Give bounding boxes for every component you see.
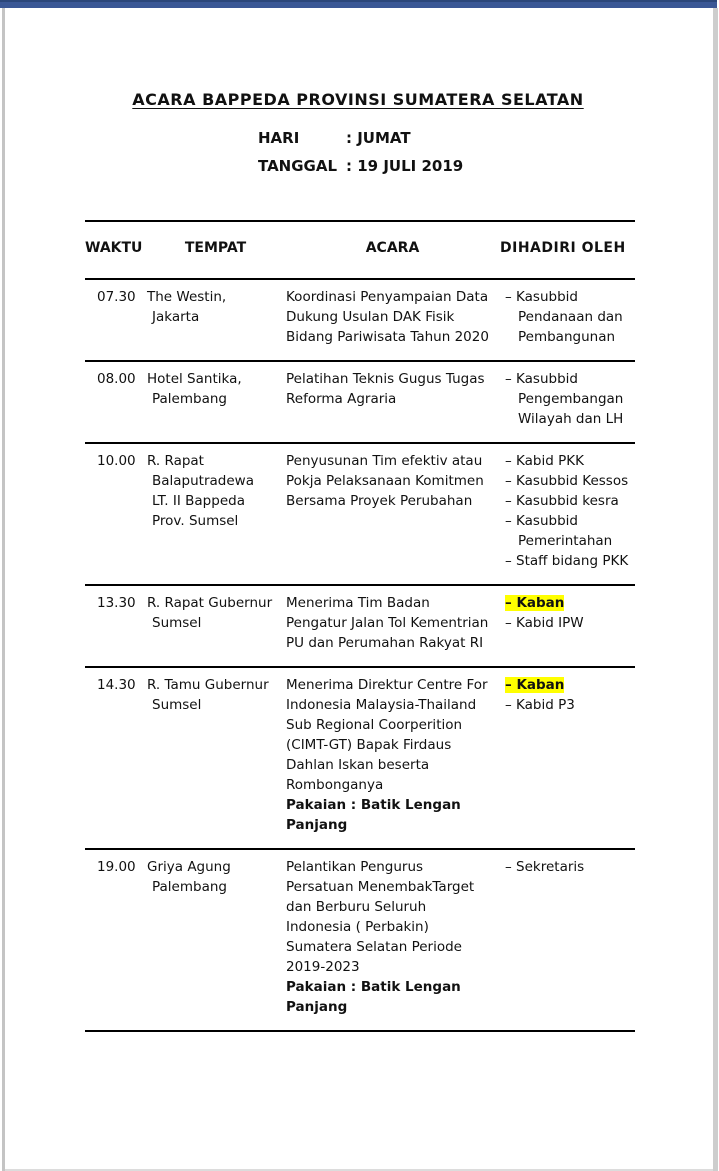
row-agenda: Menerima Tim Badan Pengatur Jalan Tol Kementrian PU dan Perumahan Rakyat RI bbox=[286, 595, 489, 651]
table-row bbox=[85, 279, 635, 361]
row-place: R. Tamu Gubernur Sumsel bbox=[147, 677, 269, 713]
col-header-acara: ACARA bbox=[365, 240, 420, 256]
table-row bbox=[85, 849, 635, 1031]
row-place: Hotel Santika, Palembang bbox=[147, 371, 242, 407]
date-value: : 19 JULI 2019 bbox=[346, 157, 464, 175]
row-place: Griya Agung Palembang bbox=[147, 859, 231, 895]
date-label: TANGGAL bbox=[258, 157, 338, 175]
meta-date bbox=[258, 158, 711, 174]
document-title: ACARA BAPPEDA PROVINSI SUMATERA SELATAN bbox=[132, 90, 584, 109]
row-attendees: – Kabid PKK – Kasubbid Kessos – Kasubbid kesra – Kasubbid Pemerintahan – Staff bidang PKK bbox=[505, 453, 629, 569]
row-agenda: Pelatihan Teknis Gugus Tugas Reforma Agraria bbox=[286, 371, 485, 407]
meta-day bbox=[258, 130, 711, 146]
row-attendees: – Kaban – Kabid IPW bbox=[505, 595, 584, 631]
row-time: 19.00 bbox=[97, 859, 136, 875]
row-time: 07.30 bbox=[97, 289, 136, 305]
schedule-table bbox=[85, 220, 635, 1032]
table-row bbox=[85, 667, 635, 849]
table-header-row bbox=[85, 221, 635, 279]
page-right-edge bbox=[713, 8, 718, 1171]
document-meta bbox=[258, 130, 711, 174]
row-attendees: – Kasubbid Pendanaan dan Pembangunan bbox=[505, 289, 623, 345]
row-place: R. Rapat Gubernur Sumsel bbox=[147, 595, 273, 631]
document-page[interactable] bbox=[5, 8, 711, 1169]
row-agenda: Penyusunan Tim efektiv atau Pokja Pelaksanaan Komitmen Bersama Proyek Perubahan bbox=[286, 453, 484, 509]
day-label: HARI bbox=[258, 129, 300, 147]
row-attendees: – Kasubbid Pengembangan Wilayah dan LH bbox=[505, 371, 624, 427]
table-row bbox=[85, 443, 635, 585]
row-attendees: – Sekretaris bbox=[505, 859, 585, 875]
window-top-bar bbox=[0, 0, 717, 8]
row-agenda: Menerima Direktur Centre For Indonesia Malaysia-Thailand Sub Regional Coorperition (CIMT-GT) Bapak Firdaus Dahlan Iskan beserta Rombonganya Pakaian : Batik Lengan Panjang bbox=[286, 677, 488, 833]
day-value: : JUMAT bbox=[346, 129, 411, 147]
table-row bbox=[85, 585, 635, 667]
schedule-table-body bbox=[85, 279, 635, 1031]
table-row bbox=[85, 361, 635, 443]
row-time: 10.00 bbox=[97, 453, 136, 469]
row-agenda: Pelantikan Pengurus Persatuan MenembakTarget dan Berburu Seluruh Indonesia ( Perbakin) Sumatera Selatan Periode 2019-2023 Pakaian : Batik Lengan Panjang bbox=[286, 859, 475, 1015]
row-agenda: Koordinasi Penyampaian Data Dukung Usulan DAK Fisik Bidang Pariwisata Tahun 2020 bbox=[286, 289, 489, 345]
row-place: The Westin, Jakarta bbox=[147, 289, 227, 325]
row-time: 08.00 bbox=[97, 371, 136, 387]
col-header-tempat: TEMPAT bbox=[184, 240, 247, 256]
row-time: 14.30 bbox=[97, 677, 136, 693]
row-attendees: – Kaban – Kabid P3 bbox=[505, 677, 575, 713]
row-time: 13.30 bbox=[97, 595, 136, 611]
row-place: R. Rapat Balaputradewa LT. II Bappeda Prov. Sumsel bbox=[147, 453, 254, 529]
col-header-dihadiri-oleh: DIHADIRI OLEH bbox=[500, 240, 626, 256]
col-header-waktu: WAKTU bbox=[85, 240, 143, 256]
